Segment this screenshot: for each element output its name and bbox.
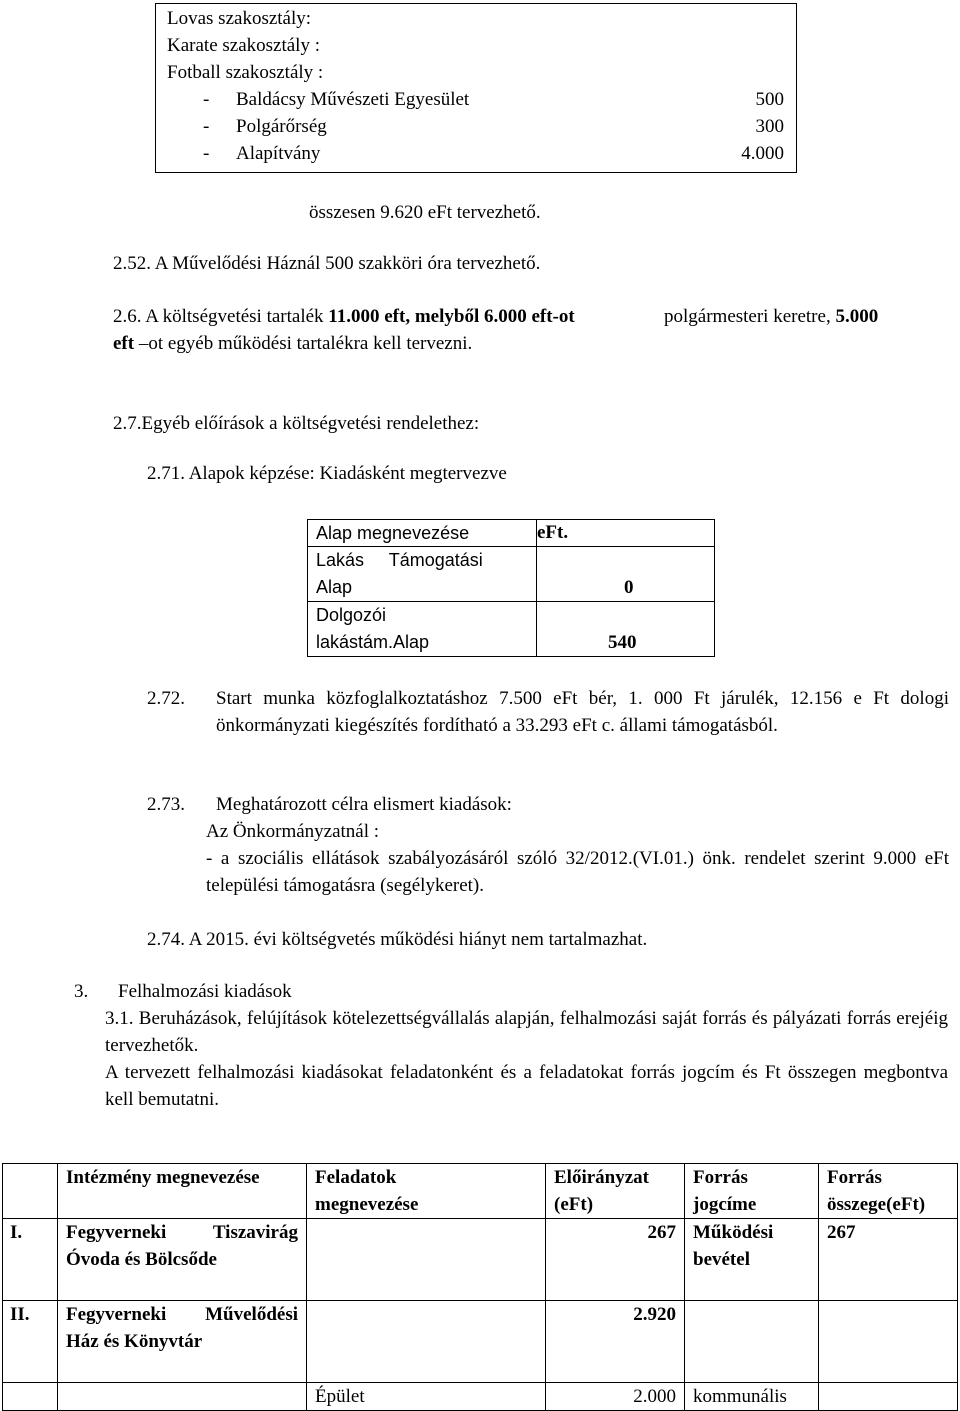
table-row	[3, 1301, 958, 1383]
section-2-6-line1-right	[664, 303, 878, 330]
table-header-cell: Forrás összege(eFt)	[819, 1164, 958, 1219]
section-2-6-bold-amount: 5.000	[835, 306, 879, 327]
section-2-71: 2.71. Alapok képzése: Kiadásként megtervezve	[147, 463, 507, 484]
table-cell	[685, 1301, 819, 1383]
section-2-6-bold-amount: 11.000 eft, melyből 6.000 eft-ot	[328, 306, 575, 327]
table-cell: 267	[546, 1219, 685, 1301]
box-row-dash: -	[203, 143, 210, 164]
table-header-cell: Forrás jogcíme	[685, 1164, 819, 1219]
table-header-cell	[3, 1164, 58, 1219]
section-2-74: 2.74. A 2015. évi költségvetés működési hiányt nem tartalmazhat.	[147, 929, 648, 950]
box-row-label: Polgárőrség	[236, 116, 327, 137]
box-row-value: 500	[755, 89, 784, 110]
box-line-2: Karate szakosztály :	[167, 35, 320, 56]
section-2-52: 2.52. A Művelődési Háznál 500 szakköri óra tervezhető.	[113, 253, 541, 274]
table-row	[308, 602, 715, 657]
section-3-2-text: A tervezett felhalmozási kiadásokat feladatonként és a feladatokat forrás jogcím és Ft összegen megbontva kell bemutatni.	[105, 1062, 948, 1110]
table-cell: 267	[819, 1219, 958, 1301]
table-cell: 540	[537, 602, 715, 657]
table-cell: 2.000	[546, 1383, 685, 1411]
box-row-label: Baldácsy Művészeti Egyesület	[236, 89, 470, 110]
section-2-73-subtitle: Az Önkormányzatnál :	[206, 821, 380, 842]
box-row-value: 4.000	[741, 143, 784, 164]
table-cell: Lakás Támogatási Alap	[308, 547, 537, 602]
table-cell: Fegyverneki Művelődési Ház és Könyvtár	[58, 1301, 307, 1383]
table-cell: Fegyverneki Tiszavirág Óvoda és Bölcsőde	[58, 1219, 307, 1301]
table-cell: Működési bevétel	[685, 1219, 819, 1301]
table-row	[308, 547, 715, 602]
section-2-6-line2	[113, 330, 472, 357]
box-row-label: Alapítvány	[236, 143, 321, 164]
alap-table	[307, 519, 715, 657]
table-cell	[58, 1383, 307, 1411]
table-cell: 2.920	[546, 1301, 685, 1383]
section-2-6-line1	[113, 303, 575, 330]
box-row-dash: -	[203, 116, 210, 137]
box-line-3: Fotball szakosztály :	[167, 62, 324, 83]
table-cell	[3, 1383, 58, 1411]
table-row	[308, 520, 715, 547]
section-2-73-text: - a szociális ellátások szabályozásáról szóló 32/2012.(VI.01.) önk. rendelet szerint 9.000 eFt települési támogatásra (segélykeret).	[206, 848, 949, 896]
table-header-cell: Alap megnevezése	[308, 520, 537, 547]
section-2-6-text: 2.6. A költségvetési tartalék	[113, 306, 329, 327]
table-cell	[307, 1219, 546, 1301]
table-row	[3, 1164, 958, 1219]
table-cell	[819, 1301, 958, 1383]
table-cell: 0	[537, 547, 715, 602]
table-header-cell: Intézmény megnevezése	[58, 1164, 307, 1219]
table-cell: Dolgozói lakástám.Alap	[308, 602, 537, 657]
table-cell: II.	[3, 1301, 58, 1383]
table-cell: kommunális	[685, 1383, 819, 1411]
table-cell	[307, 1301, 546, 1383]
table-row	[3, 1383, 958, 1411]
box-row-dash: -	[203, 89, 210, 110]
section-3-1-text: 3.1. Beruházások, felújítások kötelezettségvállalás alapján, felhalmozási saját forrás és pályázati forrás erejéig tervezhetők.	[105, 1008, 948, 1056]
section-2-72-number: 2.72.	[147, 688, 185, 709]
box-row-value: 300	[755, 116, 784, 137]
box-line-1: Lovas szakosztály:	[167, 8, 312, 29]
table-cell: I.	[3, 1219, 58, 1301]
total-text: összesen 9.620 eFt tervezhető.	[309, 202, 541, 223]
section-2-73-title: Meghatározott célra elismert kiadások:	[216, 794, 512, 815]
table-cell	[819, 1383, 958, 1411]
section-2-6-bold-unit: eft	[113, 333, 135, 354]
table-header-cell: Előirányzat (eFt)	[546, 1164, 685, 1219]
table-cell: Épület	[307, 1383, 546, 1411]
table-header-cell: eFt.	[537, 520, 715, 547]
section-2-6-text: polgármesteri keretre,	[664, 306, 836, 327]
table-row	[3, 1219, 958, 1301]
section-2-73-number: 2.73.	[147, 794, 185, 815]
section-2-6-text: –ot egyéb működési tartalékra kell tervezni.	[134, 333, 473, 354]
section-3-title: Felhalmozási kiadások	[118, 981, 292, 1002]
section-2-7: 2.7.Egyéb előírások a költségvetési rendelethez:	[113, 413, 480, 434]
table-header-cell: Feladatok megnevezése	[307, 1164, 546, 1219]
section-3-number: 3.	[74, 981, 89, 1002]
section-2-72-text: Start munka közfoglalkoztatáshoz 7.500 eFt bér, 1. 000 Ft járulék, 12.156 e Ft dologi önkormányzati kiegészítés fordítható a 33.293 eFt c. állami támogatásból.	[216, 688, 949, 736]
main-table	[2, 1163, 958, 1411]
